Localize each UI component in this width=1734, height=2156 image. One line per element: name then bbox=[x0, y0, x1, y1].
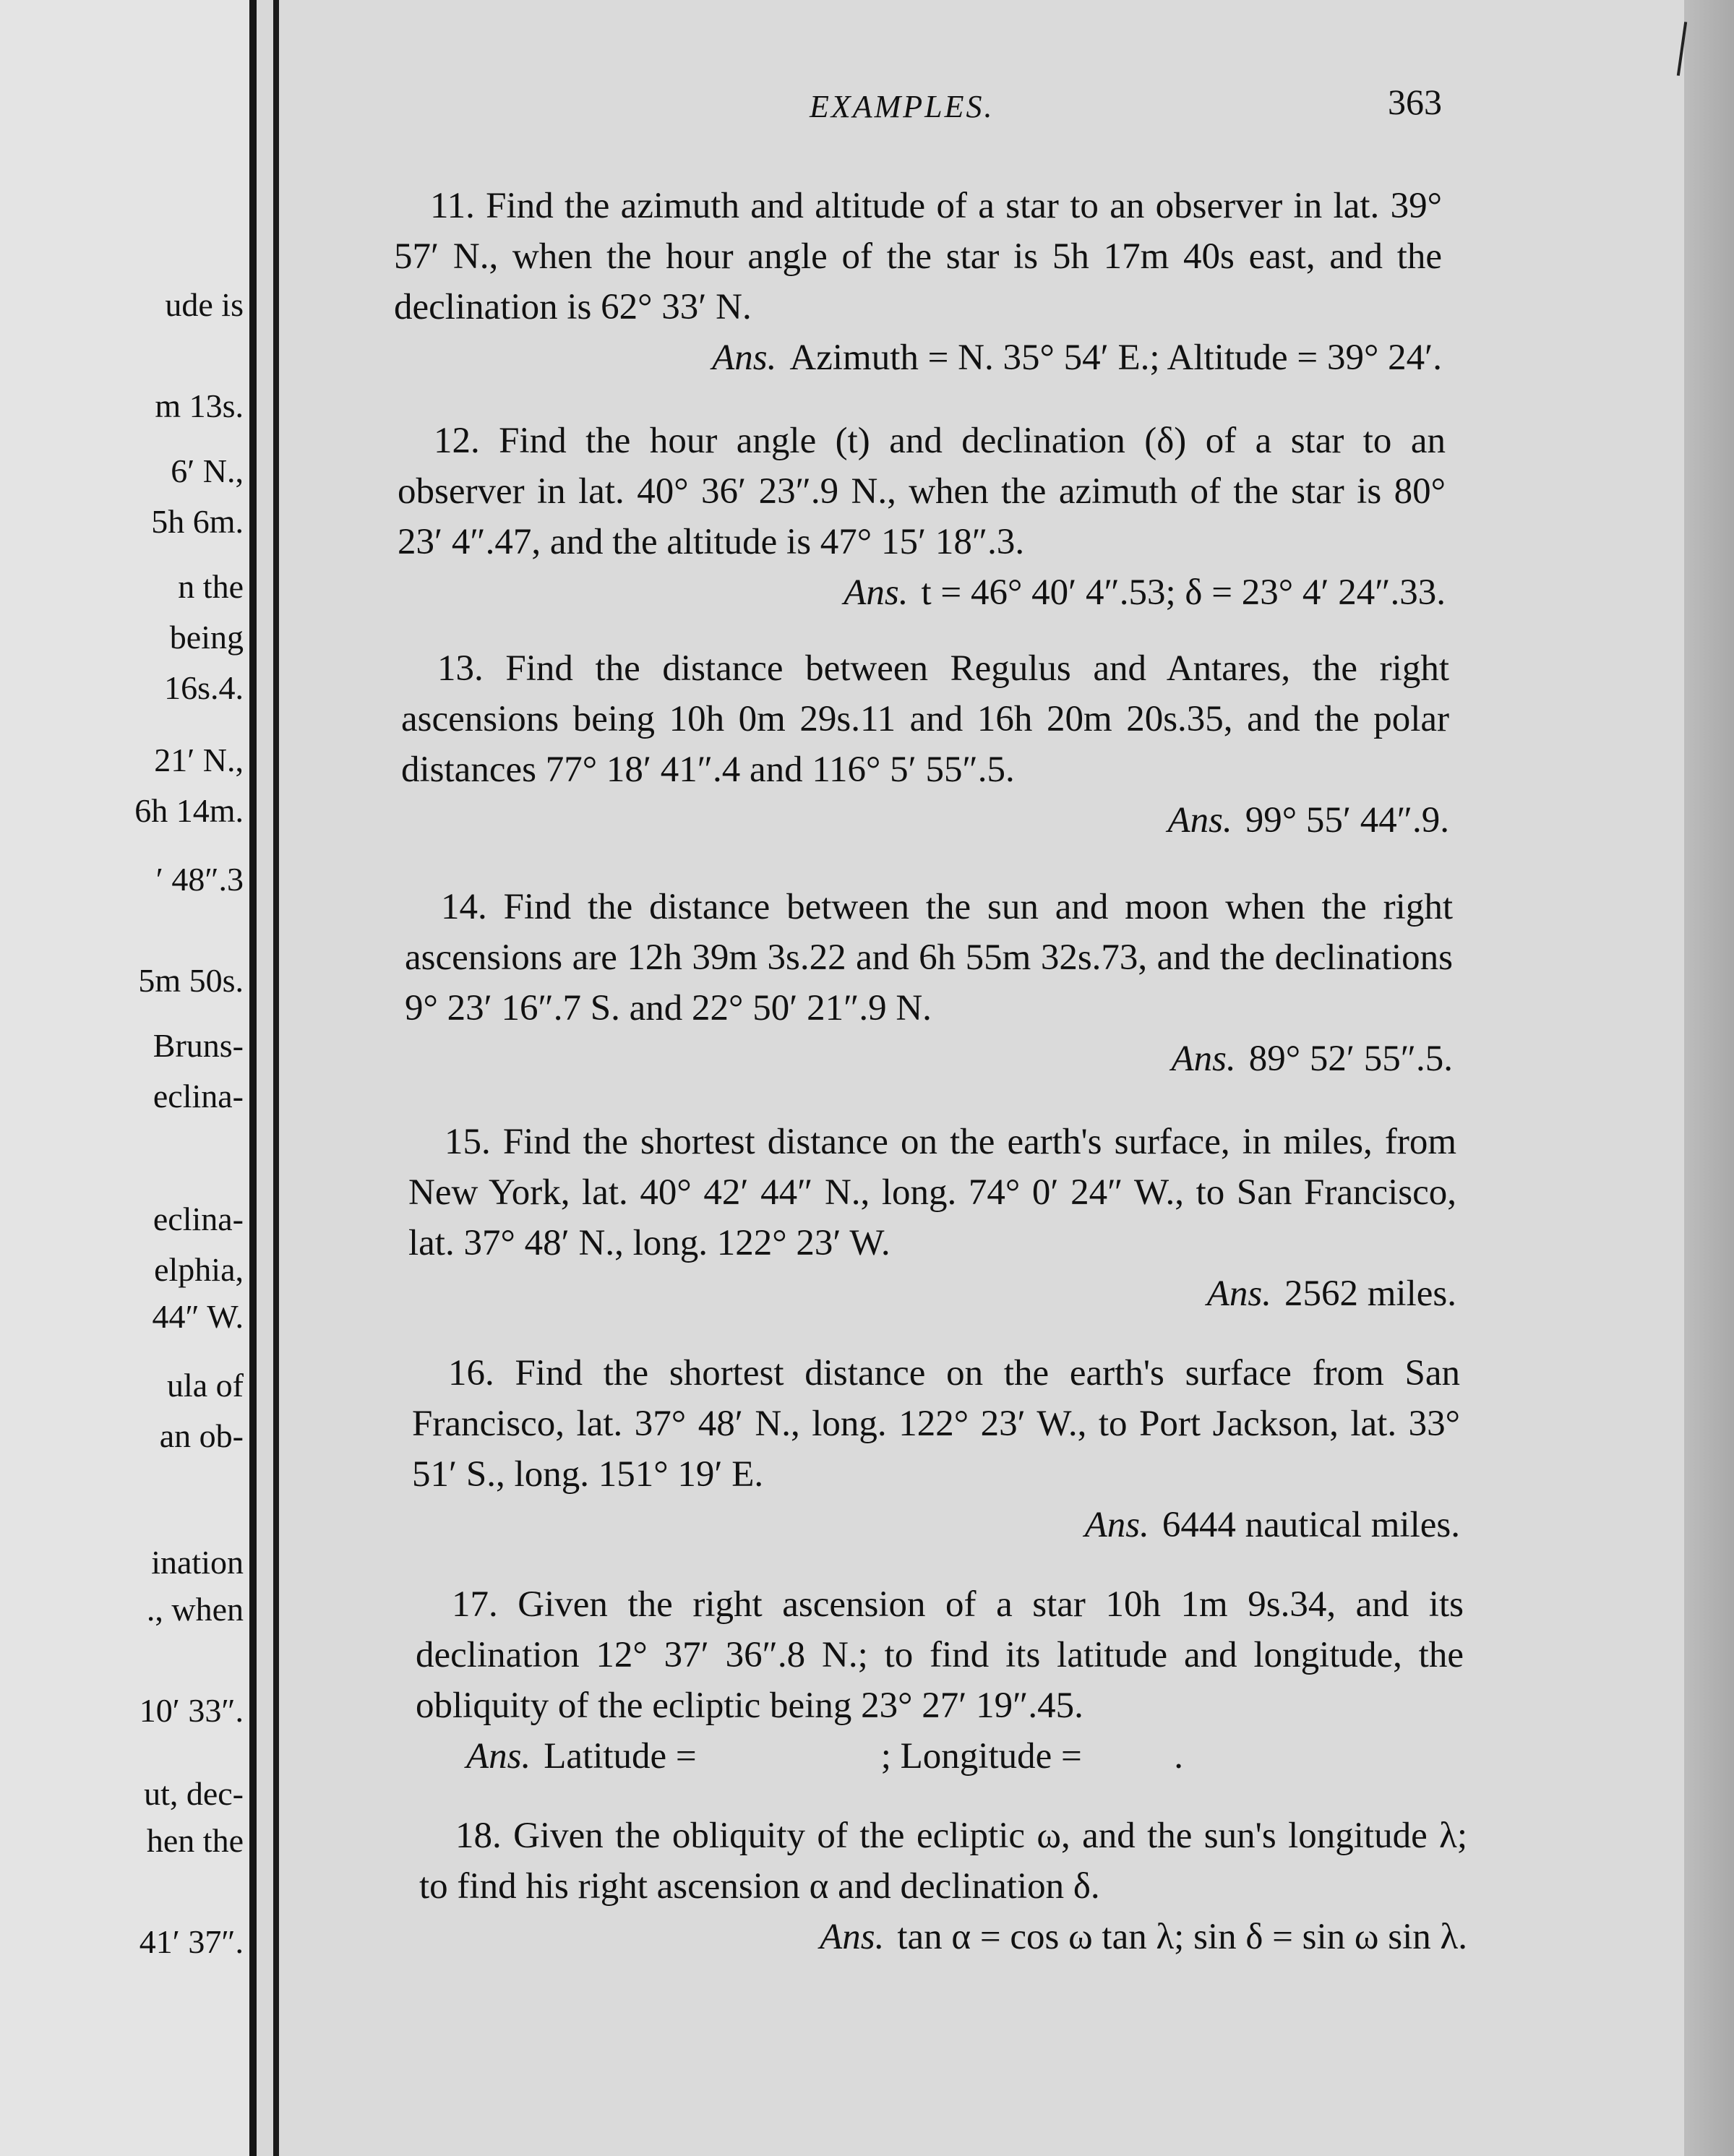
left-fragment: elphia, bbox=[154, 1251, 244, 1288]
answer-line bbox=[405, 1034, 1453, 1084]
problem-text: 12. Find the hour angle (t) and declination (δ) of a star to an observer in lat. 40° 36′ 23″.9 N., when the azimuth of the star is 80° 23′ 4″.47, and the altitude is 47° 15′ 18″.3. bbox=[398, 421, 1446, 562]
answer-text: Latitude = ; Longitude = . bbox=[544, 1736, 1184, 1777]
answer-line bbox=[394, 332, 1442, 383]
left-fragment: ude is bbox=[165, 286, 244, 323]
answer-line bbox=[408, 1268, 1456, 1319]
answer-label: Ans. bbox=[1171, 1039, 1236, 1079]
answer-label: Ans. bbox=[1206, 1274, 1271, 1314]
problem-12 bbox=[398, 416, 1446, 618]
left-fragment: n the bbox=[178, 568, 244, 605]
left-fragment: 5m 50s. bbox=[138, 962, 244, 999]
problem-text: 15. Find the shortest distance on the earth's surface, in miles, from New York, lat. 40° 42′ 44″ N., long. 74° 0′ 24″ W., to San Francisco, lat. 37° 48′ N., long. 122° 23′ W. bbox=[408, 1122, 1456, 1263]
answer-line bbox=[412, 1500, 1460, 1550]
book-spine-inner-edge bbox=[273, 0, 279, 2156]
left-fragment: 21′ N., bbox=[154, 742, 244, 778]
left-fragment: ination bbox=[151, 1544, 244, 1581]
left-fragment: ′ 48″.3 bbox=[155, 861, 244, 898]
answer-text: 2562 miles. bbox=[1284, 1274, 1456, 1314]
answer-text: t = 46° 40′ 4″.53; δ = 23° 4′ 24″.33. bbox=[921, 572, 1446, 613]
problem-18 bbox=[419, 1811, 1467, 1962]
left-fragment: eclina- bbox=[153, 1078, 244, 1114]
problem-text: 18. Given the obliquity of the ecliptic ω, and the sun's longitude λ; to find his right ascension α and declination δ. bbox=[419, 1816, 1467, 1907]
left-fragment: 10′ 33″. bbox=[139, 1692, 244, 1729]
problem-text: 11. Find the azimuth and altitude of a star to an observer in lat. 39° 57′ N., when the hour angle of the star is 5h 17m 40s east, and the declination is 62° 33′ N. bbox=[394, 186, 1442, 327]
problem-11 bbox=[394, 181, 1442, 383]
problem-13 bbox=[401, 643, 1449, 846]
problem-text: 17. Given the right ascension of a star 10h 1m 9s.34, and its declination 12° 37′ 36″.8 N.; to find its latitude and longitude, the obliquity of the ecliptic being 23° 27′ 19″.45. bbox=[416, 1584, 1464, 1726]
answer-text: 99° 55′ 44″.9. bbox=[1245, 800, 1449, 841]
problem-14 bbox=[405, 882, 1453, 1084]
running-head: EXAMPLES. bbox=[810, 89, 995, 124]
answer-line bbox=[398, 567, 1446, 618]
left-fragment: 16s.4. bbox=[164, 669, 244, 706]
left-fragment: ., when bbox=[146, 1591, 244, 1628]
book-spine-edge bbox=[249, 0, 257, 2156]
problem-text: 13. Find the distance between Regulus and Antares, the right ascensions being 10h 0m 29s.11 and 16h 20m 20s.35, and the polar distances 77° 18′ 41″.4 and 116° 5′ 55″.5. bbox=[401, 648, 1449, 790]
answer-text: 89° 52′ 55″.5. bbox=[1248, 1039, 1453, 1079]
left-fragment: ula of bbox=[166, 1367, 244, 1404]
left-fragment: 41′ 37″. bbox=[139, 1923, 244, 1960]
left-fragment: m 13s. bbox=[155, 387, 244, 424]
answer-line bbox=[401, 795, 1449, 846]
left-fragment: eclina- bbox=[153, 1201, 244, 1237]
problem-16 bbox=[412, 1348, 1460, 1550]
answer-label: Ans. bbox=[1167, 800, 1232, 841]
answer-label: Ans. bbox=[820, 1917, 885, 1957]
left-fragment: hen the bbox=[146, 1822, 244, 1859]
answer-label: Ans. bbox=[466, 1736, 531, 1777]
left-fragment: 5h 6m. bbox=[151, 503, 244, 540]
page-number: 363 bbox=[1388, 82, 1442, 122]
problem-text: 14. Find the distance between the sun and moon when the right ascensions are 12h 39m 3s.22 and 6h 55m 32s.73, and the declinations 9° 23′ 16″.7 S. and 22° 50′ 21″.9 N. bbox=[405, 887, 1453, 1028]
left-fragment: an ob- bbox=[159, 1417, 244, 1454]
left-fragment: ut, dec- bbox=[144, 1775, 244, 1812]
left-fragment: 6h 14m. bbox=[134, 792, 244, 829]
problem-17 bbox=[416, 1579, 1464, 1782]
answer-line bbox=[419, 1912, 1467, 1962]
answer-text: tan α = cos ω tan λ; sin δ = sin ω sin λ. bbox=[897, 1917, 1467, 1957]
answer-label: Ans. bbox=[844, 572, 909, 613]
answer-text: Azimuth = N. 35° 54′ E.; Altitude = 39° 24′. bbox=[789, 338, 1442, 378]
book-gutter bbox=[257, 0, 273, 2156]
problem-15 bbox=[408, 1117, 1456, 1319]
answer-line bbox=[416, 1731, 1464, 1782]
answer-label: Ans. bbox=[712, 338, 777, 378]
answer-label: Ans. bbox=[1084, 1505, 1149, 1545]
left-fragment: 6′ N., bbox=[171, 452, 244, 489]
left-fragment: Bruns- bbox=[153, 1027, 244, 1064]
left-fragment: being bbox=[169, 619, 244, 656]
problem-text: 16. Find the shortest distance on the earth's surface from San Francisco, lat. 37° 48′ N., long. 122° 23′ W., to Port Jackson, lat. 33° 51′ S., long. 151° 19′ E. bbox=[412, 1353, 1460, 1495]
left-page-fragment bbox=[0, 0, 249, 2156]
page-edge-shadow bbox=[1684, 0, 1734, 2156]
answer-text: 6444 nautical miles. bbox=[1162, 1505, 1460, 1545]
left-fragment: 44″ W. bbox=[152, 1298, 244, 1335]
